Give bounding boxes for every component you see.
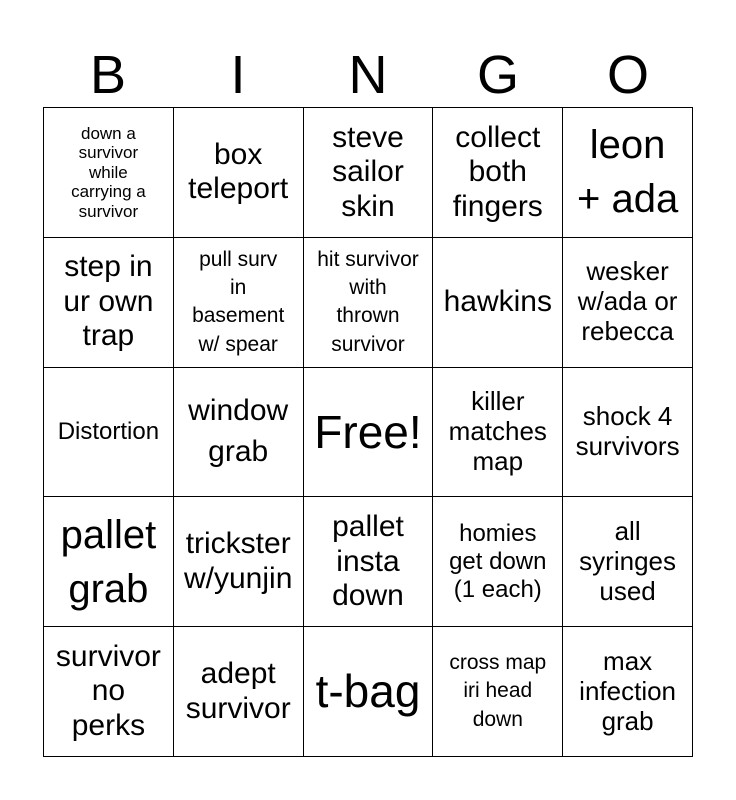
bingo-cell-r5c3[interactable] (304, 627, 434, 757)
cell-text: pallet insta down (332, 510, 404, 613)
cell-text: hawkins (443, 284, 552, 318)
cell-text: box teleport (188, 137, 289, 206)
bingo-cell-r2c4[interactable] (433, 238, 563, 368)
cell-text: pull surv in basement w/ spear (192, 247, 285, 356)
bingo-cell-r3c1[interactable] (44, 368, 174, 498)
bingo-grid (43, 107, 693, 757)
header-letter-b: B (89, 45, 127, 105)
cell-text: t-bag (315, 665, 421, 718)
cell-text: Distortion (57, 418, 160, 446)
bingo-cell-r1c2[interactable] (174, 108, 304, 238)
free-space-text: Free! (314, 405, 422, 458)
bingo-cell-r3c2[interactable] (174, 368, 304, 498)
bingo-cell-r4c2[interactable] (174, 497, 304, 627)
cell-text: homies get down (1 each) (449, 520, 547, 603)
header-letter-n: N (348, 45, 388, 105)
bingo-cell-free[interactable] (304, 368, 434, 498)
cell-text: window grab (188, 394, 289, 468)
cell-text: wesker w/ada or rebecca (577, 256, 678, 347)
bingo-cell-r1c4[interactable] (433, 108, 563, 238)
bingo-cell-r4c3[interactable] (304, 497, 434, 627)
cell-text: leon + ada (576, 123, 679, 222)
cell-text: cross map iri head down (449, 651, 547, 731)
bingo-header (43, 44, 693, 106)
bingo-cell-r5c2[interactable] (174, 627, 304, 757)
bingo-cell-r2c2[interactable] (174, 238, 304, 368)
bingo-cell-r4c4[interactable] (433, 497, 563, 627)
header-letter-g: G (476, 45, 519, 105)
cell-text: killer matches map (448, 386, 547, 476)
cell-text: steve sailor skin (332, 120, 404, 223)
bingo-cell-r4c5[interactable] (563, 497, 693, 627)
cell-text: adept survivor (185, 657, 291, 725)
cell-text: max infection grab (579, 645, 677, 736)
cell-text: down a survivor while carrying a survivor (71, 123, 146, 221)
bingo-cell-r1c5[interactable] (563, 108, 693, 238)
header-letter-o: O (606, 45, 649, 105)
header-letter-i: I (230, 45, 246, 105)
cell-text: pallet grab (60, 512, 157, 611)
cell-text: collect both fingers (452, 120, 543, 223)
cell-text: survivor no perks (55, 639, 161, 742)
cell-text: step in ur own trap (63, 250, 154, 353)
bingo-cell-r5c1[interactable] (44, 627, 174, 757)
bingo-cell-r3c4[interactable] (433, 368, 563, 498)
bingo-cell-r2c3[interactable] (304, 238, 434, 368)
bingo-cell-r1c3[interactable] (304, 108, 434, 238)
bingo-cell-r3c5[interactable] (563, 368, 693, 498)
bingo-cell-r2c5[interactable] (563, 238, 693, 368)
bingo-cell-r2c1[interactable] (44, 238, 174, 368)
bingo-cell-r4c1[interactable] (44, 497, 174, 627)
cell-text: shock 4 survivors (575, 401, 680, 461)
bingo-cell-r5c4[interactable] (433, 627, 563, 757)
cell-text: hit survivor with thrown survivor (317, 247, 419, 356)
cell-text: all syringes used (579, 515, 676, 606)
cell-text: trickster w/yunjin (184, 527, 293, 595)
bingo-cell-r1c1[interactable] (44, 108, 174, 238)
bingo-cell-r5c5[interactable] (563, 627, 693, 757)
